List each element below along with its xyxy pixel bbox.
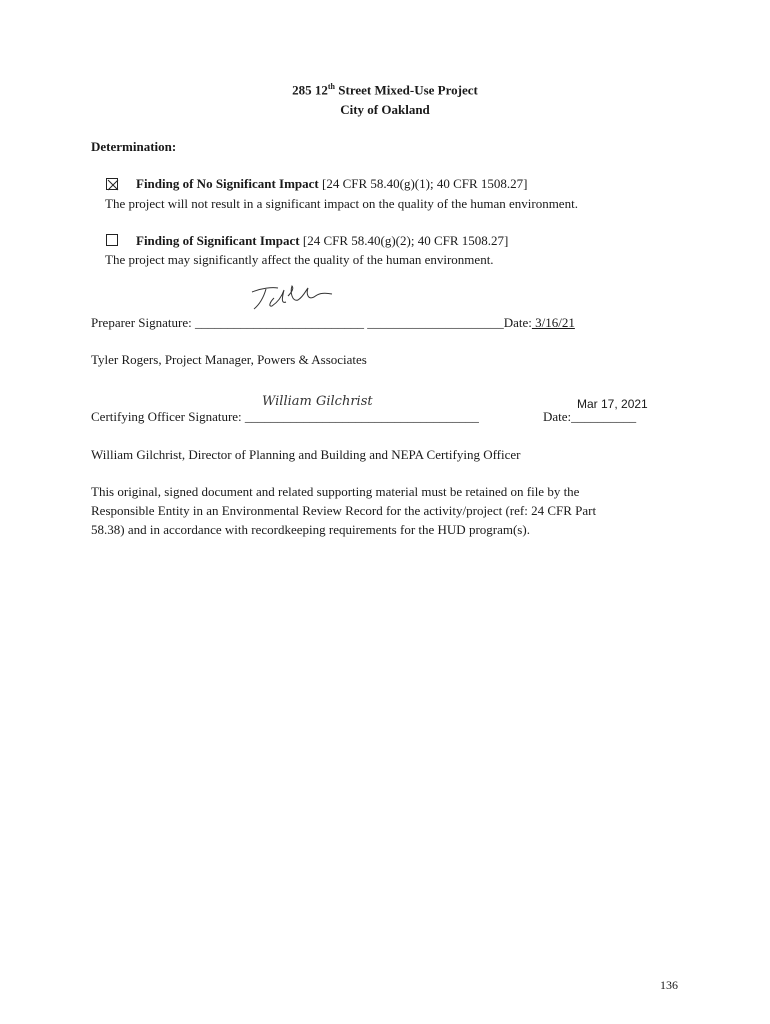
determination-label: Determination:	[91, 139, 177, 154]
preparer-signature-line: __________________________ _____________________	[194, 315, 504, 330]
option-description: The project will not result in a significant impact on the quality of the human environment.	[105, 196, 578, 211]
certifying-date-row	[543, 409, 636, 425]
title-text: 285 12	[292, 82, 328, 98]
option-description: The project may significantly affect the quality of the human environment.	[105, 252, 494, 267]
option-significant-impact	[136, 233, 508, 249]
retention-note-line-1: This original, signed document and related supporting material must be retained on file by the	[91, 484, 580, 499]
certifying-date-line: __________	[571, 409, 637, 424]
certifying-officer-name: William Gilchrist, Director of Planning and Building and NEPA Certifying Officer	[91, 447, 521, 462]
preparer-date-label: Date:	[503, 315, 532, 330]
option-title: Finding of Significant Impact	[136, 233, 300, 248]
certifying-date-label: Date:	[543, 409, 572, 424]
certifying-signature-line: ____________________________________	[244, 409, 479, 424]
certifying-handwritten-signature: William Gilchrist	[262, 394, 373, 409]
checkbox-no-significant-impact[interactable]	[106, 178, 118, 190]
checkmark-x-icon	[107, 179, 119, 191]
option-citation: [24 CFR 58.40(g)(2); 40 CFR 1508.27]	[299, 233, 509, 248]
preparer-signature-row	[91, 315, 575, 331]
title-superscript: th	[327, 82, 336, 91]
certifying-signature-label: Certifying Officer Signature:	[91, 409, 245, 424]
document-subtitle: City of Oakland	[340, 102, 430, 117]
document-title	[0, 82, 770, 98]
page-number: 136	[660, 978, 678, 992]
title-text-suffix: Street Mixed-Use Project	[335, 82, 478, 98]
certifying-signature-row	[91, 409, 479, 425]
preparer-signature-label: Preparer Signature:	[91, 315, 195, 330]
signature-stamp-date: Mar 17, 2021	[577, 397, 648, 411]
retention-note-line-2: Responsible Entity in an Environmental Review Record for the activity/project (ref: 24 CFR Part	[91, 503, 597, 518]
preparer-name: Tyler Rogers, Project Manager, Powers & Associates	[91, 352, 367, 367]
preparer-handwritten-signature	[248, 282, 340, 314]
retention-note-line-3: 58.38) and in accordance with recordkeeping requirements for the HUD program(s).	[91, 522, 530, 537]
checkbox-significant-impact[interactable]	[106, 234, 118, 246]
option-no-significant-impact	[136, 176, 527, 192]
option-citation: [24 CFR 58.40(g)(1); 40 CFR 1508.27]	[318, 176, 528, 191]
preparer-date-value: 3/16/21	[531, 315, 575, 330]
option-title: Finding of No Significant Impact	[136, 176, 319, 191]
